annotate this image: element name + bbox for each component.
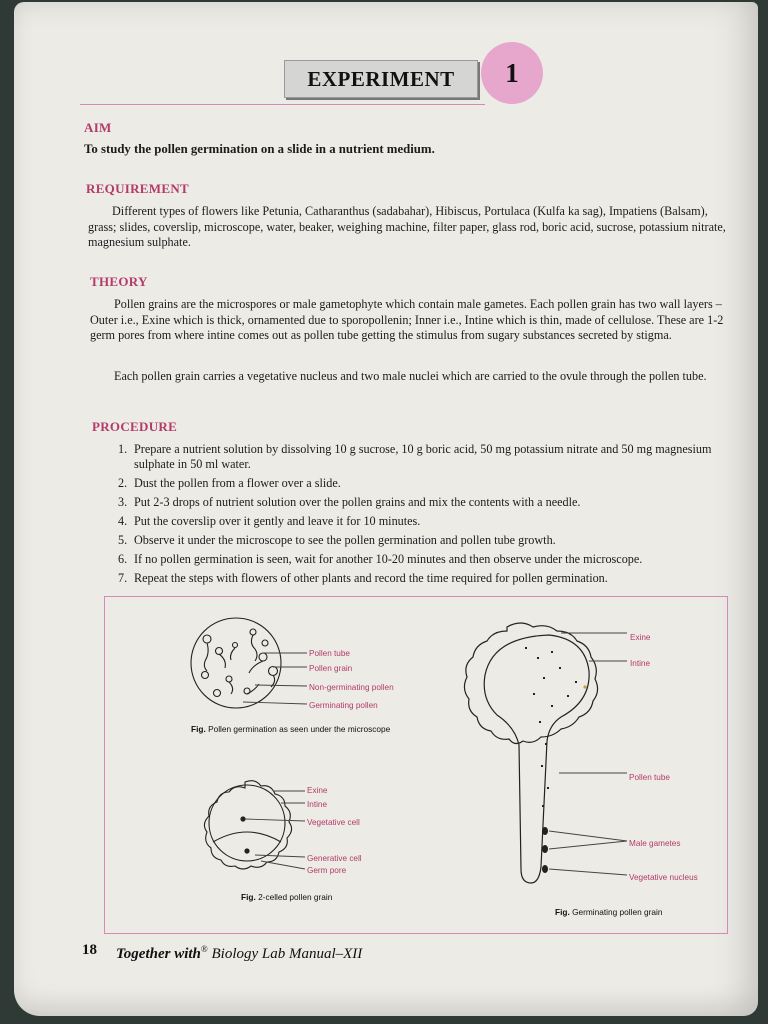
label-generative-cell: Generative cell — [307, 854, 362, 863]
microscope-field-figure — [191, 618, 281, 708]
procedure-step: 7. Repeat the steps with flowers of other plants and record the time required for pollen germination. — [118, 571, 608, 585]
vegetative-nucleus — [542, 865, 548, 873]
book-footer — [116, 944, 362, 963]
requirement-text: Different types of flowers like Petunia, Catharanthus (sadabahar), Hibiscus, Portulaca (Kulfa ka sag), Impatiens (Balsam), grass; slides, coverslip, microscope, water, beaker, weighing machine, filter paper, glass rod, boric acid, sucrose, potassium nitrate, magnesium sulphate. — [88, 204, 726, 249]
procedure-step: 3. Put 2-3 drops of nutrient solution over the pollen grains and mix the contents with a needle. — [118, 495, 581, 509]
caption-germinating: Fig. Germinating pollen grain — [555, 907, 663, 917]
label-pollen-grain: Pollen grain — [309, 664, 353, 673]
label-pollen-tube: Pollen tube — [309, 649, 350, 658]
procedure-steps — [118, 442, 736, 590]
experiment-title: EXPERIMENT — [284, 60, 478, 98]
male-gamete-1 — [542, 827, 548, 835]
label-germinating-exine: Exine — [630, 633, 651, 642]
procedure-heading: PROCEDURE — [92, 419, 178, 434]
caption-two-celled: Fig. 2-celled pollen grain — [241, 892, 333, 902]
procedure-step: 6. If no pollen germination is seen, wait for another 10-20 minutes and then observe under the microscope. — [118, 552, 643, 566]
registered-mark: ® — [200, 944, 208, 954]
theory-paragraph-1: Pollen grains are the microspores or male gametophyte which contain male gametes. Each pollen grain has two wall layers – Outer i.e., Exine which is thick, ornamented due to sporopollenin; Inner i.e., Intine which is thin, made of cellulose. These are 1-2 germ pores from where intine comes out as pollen tube getting the stimulus from sugary substances secreted by stigma. — [90, 297, 724, 342]
label-vegetative-cell: Vegetative cell — [307, 818, 360, 827]
germinating-pollen-figure — [464, 623, 597, 883]
title-divider — [80, 104, 485, 105]
procedure-step: 2. Dust the pollen from a flower over a slide. — [118, 476, 341, 490]
book-title: Biology Lab Manual–XII — [211, 946, 363, 962]
label-germinating-intine: Intine — [630, 659, 651, 668]
male-gamete-2 — [542, 845, 548, 853]
procedure-step: 5. Observe it under the microscope to see the pollen germination and pollen tube growth. — [118, 533, 556, 547]
pollen-tube-outline — [484, 635, 589, 883]
label-exine: Exine — [307, 786, 328, 795]
vegetative-nucleus-dot — [240, 816, 245, 821]
theory-paragraph-2: Each pollen grain carries a vegetative nucleus and two male nuclei which are carried to the ovule through the pollen tube. — [114, 369, 707, 383]
generative-nucleus-dot — [244, 848, 249, 853]
requirement-heading: REQUIREMENT — [86, 181, 189, 196]
label-germ-pore: Germ pore — [307, 866, 347, 875]
procedure-step: 1. Prepare a nutrient solution by dissolving 10 g sucrose, 10 g boric acid, 50 mg potassium nitrate and 50 mg magnesium sulphate in 50 ml water. — [118, 442, 712, 471]
brand-name: Together with — [116, 946, 201, 962]
page-number: 18 — [82, 942, 97, 958]
label-intine: Intine — [307, 800, 328, 809]
label-pollen-tube-2: Pollen tube — [629, 773, 670, 782]
aim-text: To study the pollen germination on a slide in a nutrient medium. — [84, 142, 435, 156]
figures-box — [104, 596, 728, 934]
theory-heading: THEORY — [90, 274, 148, 289]
figures-diagram — [105, 597, 727, 933]
label-germinating-pollen: Germinating pollen — [309, 701, 378, 710]
caption-microscope: Fig. Pollen germination as seen under the microscope — [191, 724, 391, 734]
label-vegetative-nucleus: Vegetative nucleus — [629, 873, 698, 882]
experiment-number-badge: 1 — [481, 42, 543, 104]
aim-heading: AIM — [84, 120, 112, 135]
label-male-gametes: Male gametes — [629, 839, 681, 848]
procedure-step: 4. Put the coverslip over it gently and leave it for 10 minutes. — [118, 514, 421, 528]
label-non-germinating-pollen: Non-germinating pollen — [309, 683, 394, 692]
